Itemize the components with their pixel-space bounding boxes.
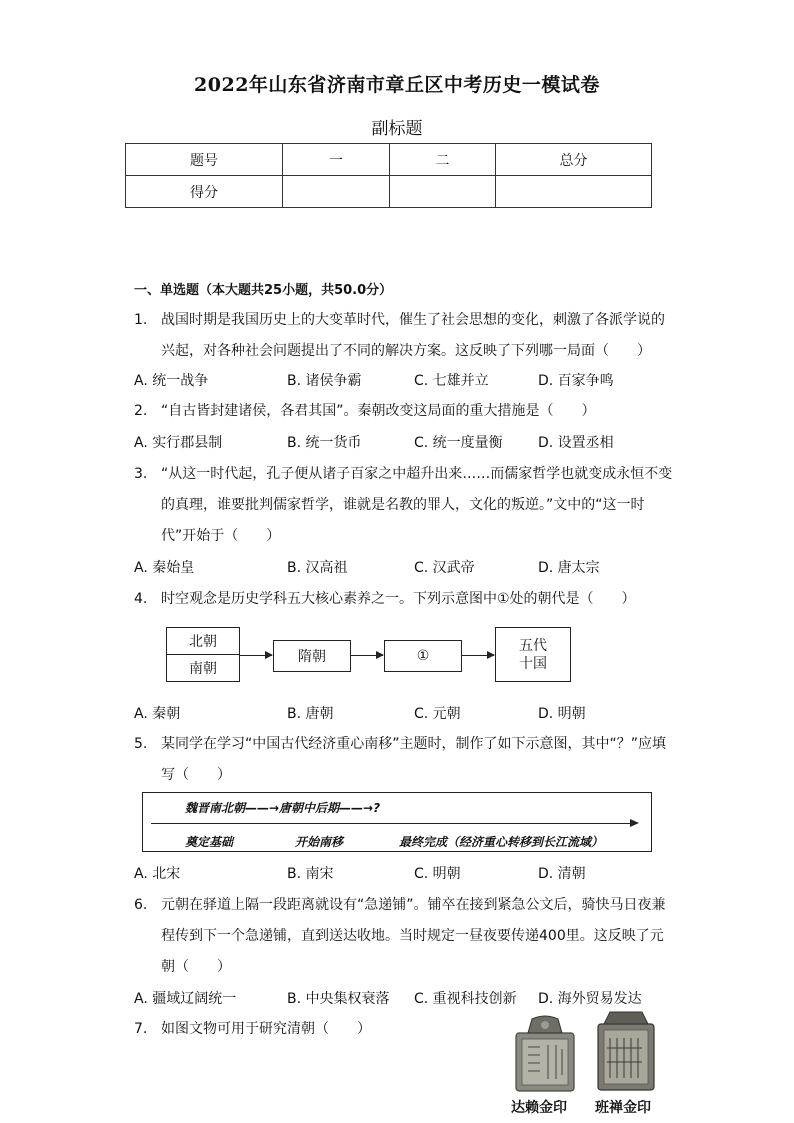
option-d: D. 百家争鸣 [538,373,614,389]
score-cell [283,176,390,208]
question-number: 7. [134,1021,148,1037]
diagram-box-north-dynasty: 北朝 [166,627,240,655]
diagram-box-south-dynasty: 南朝 [166,654,240,682]
question-7 [134,1014,494,1045]
diagram-timeline-text: 魏晋南北朝——→唐朝中后期——→? [185,801,381,815]
diagram-stage-label: 奠定基础 [185,835,234,849]
question-3 [134,459,674,552]
option-a: A. 统一战争 [134,373,209,389]
panchen-seal-image [590,1010,660,1095]
score-cell [390,176,496,208]
seal-caption-left: 达赖金印 [511,1100,567,1116]
question-stem: 如图文物可用于研究清朝（ ） [161,1021,371,1037]
question-2-options [134,432,674,456]
diagram-stage-label: 开始南移 [295,835,344,849]
option-a: A. 疆域辽阔统一 [134,991,237,1007]
seal-caption-right: 班禅金印 [595,1100,651,1116]
question-number: 3. [134,466,148,482]
dalai-seal-image [510,1015,580,1095]
diagram-box-blank: ① [384,640,462,672]
question-number: 1. [134,312,148,328]
arrow-icon [240,655,272,656]
option-d: D. 设置丞相 [538,435,614,451]
score-header-cell: 二 [390,144,496,176]
question-4-options [134,703,674,727]
question-stem: 某同学在学习“中国古代经济重心南移”主题时，制作了如下示意图，其中“？”应填写（ ） [161,736,667,783]
score-header-cell: 题号 [126,144,283,176]
option-c: C. 明朝 [414,866,461,882]
diagram-box-sui: 隋朝 [273,640,351,672]
option-d: D. 唐太宗 [538,560,600,576]
question-stem: 时空观念是历史学科五大核心素养之一。下列示意图中①处的朝代是（ ） [161,591,636,607]
question-stem: “从这一时代起，孔子便从诸子百家之中超升出来……而儒家哲学也就变成永恒不变的真理，谁要批判儒家哲学，谁就是名教的罪人，文化的叛逆。”文中的“这一时代”开始于（ ） [161,466,673,544]
economic-shift-diagram [142,792,652,852]
question-stem: 战国时期是我国历史上的大变革时代，催生了社会思想的变化，刺激了各派学说的兴起，对各种社会问题提出了不同的解决方案。这反映了下列哪一局面（ ） [161,312,665,359]
score-header-cell: 一 [283,144,390,176]
question-6-options [134,988,674,1012]
question-number: 2. [134,403,148,419]
option-d: D. 清朝 [538,866,586,882]
timeline-arrow-icon [151,823,637,824]
question-5-options [134,863,674,887]
option-b: B. 诸侯争霸 [287,373,362,389]
option-d: D. 海外贸易发达 [538,991,642,1007]
option-a: A. 实行郡县制 [134,435,223,451]
option-c: C. 汉武帝 [414,560,475,576]
option-c: C. 元朝 [414,706,461,722]
question-3-options [134,557,674,581]
diagram-box-line: 五代 [519,637,547,654]
question-6 [134,890,674,983]
option-b: B. 统一货币 [287,435,362,451]
score-table [125,143,652,208]
question-stem: “自古皆封建诸侯，各君其国”。秦朝改变这局面的重大措施是（ ） [161,403,596,419]
option-a: A. 秦始皇 [134,560,195,576]
arrow-icon [351,655,383,656]
score-row-label: 得分 [126,176,283,208]
option-c: C. 七雄并立 [414,373,489,389]
diagram-box-five-dynasties [495,627,571,682]
option-b: B. 南宋 [287,866,334,882]
question-1-options [134,370,674,394]
exam-title: 2022年山东省济南市章丘区中考历史一模试卷 [194,74,600,96]
question-number: 5. [134,736,148,752]
diagram-stage-label: 最终完成（经济重心转移到长江流域） [399,835,604,849]
score-table-header-row [126,144,652,176]
option-d: D. 明朝 [538,706,586,722]
option-a: A. 北宋 [134,866,181,882]
score-header-cell: 总分 [496,144,652,176]
option-a: A. 秦朝 [134,706,181,722]
question-4 [134,584,674,615]
question-1 [134,305,674,367]
arrow-icon [462,655,494,656]
section-heading: 一、单选题（本大题共25小题，共50.0分） [134,283,393,298]
diagram-box-line: 十国 [519,655,547,672]
option-b: B. 汉高祖 [287,560,348,576]
score-table-row [126,176,652,208]
option-b: B. 唐朝 [287,706,334,722]
score-cell [496,176,652,208]
question-number: 6. [134,897,148,913]
question-5 [134,729,674,791]
question-2 [134,396,674,427]
exam-subtitle: 副标题 [371,119,423,139]
option-b: B. 中央集权衰落 [287,991,390,1007]
question-number: 4. [134,591,148,607]
question-stem: 元朝在驿道上隔一段距离就设有“急递铺”。铺卒在接到紧急公文后，骑快马日夜兼程传到下一个急递铺，直到送达收地。当时规定一昼夜要传递400里。这反映了元朝（ ） [161,897,666,975]
option-c: C. 统一度量衡 [414,435,503,451]
option-c: C. 重视科技创新 [414,991,517,1007]
